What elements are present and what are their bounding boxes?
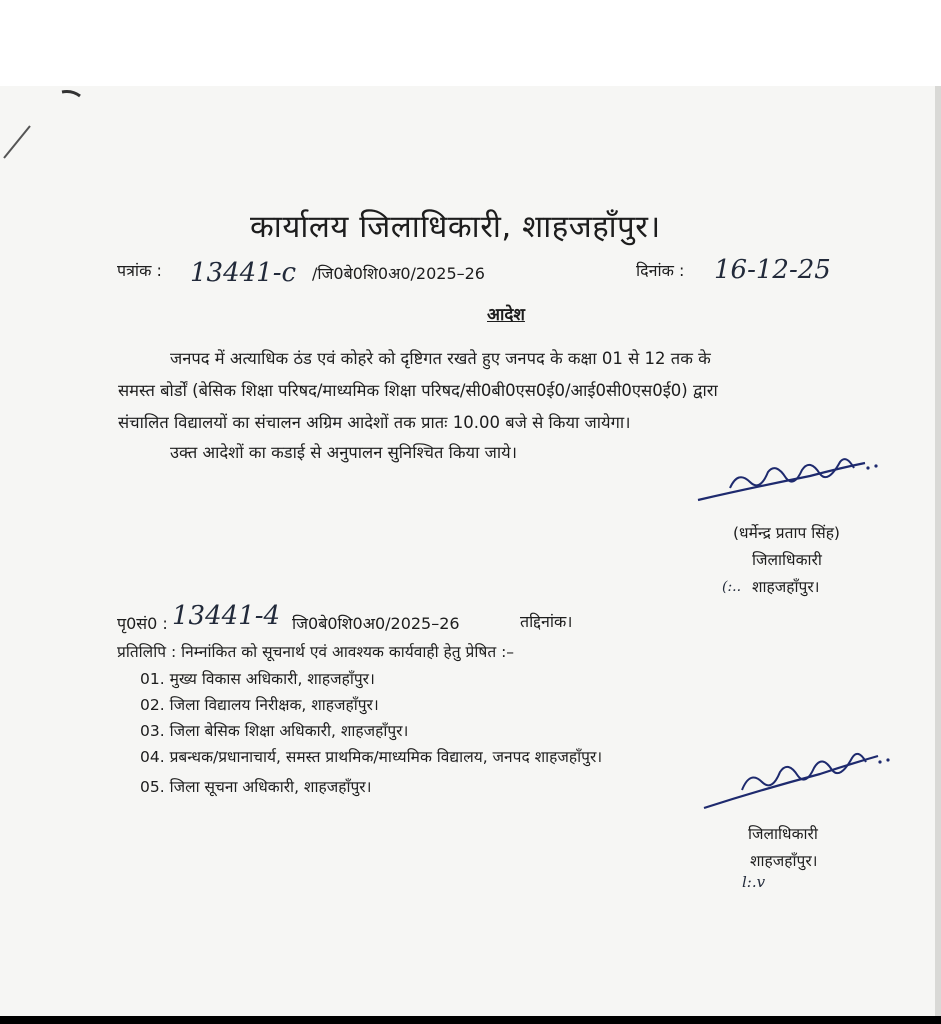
reference-label: पत्रांक : bbox=[117, 261, 162, 280]
staple-mark bbox=[0, 88, 90, 178]
signatory-2-designation: जिलाधिकारी bbox=[748, 825, 818, 843]
handwritten-date: 16-12-25 bbox=[714, 255, 831, 285]
order-heading: आदेश bbox=[487, 305, 525, 325]
copy-reference-label: पृ0सं0 : bbox=[117, 614, 168, 633]
copy-reference-suffix: जि0बे0शि0अ0/2025–26 bbox=[292, 614, 460, 633]
handwritten-copy-number: 13441-4 bbox=[172, 601, 281, 631]
copy-item-4: 04. प्रबन्धक/प्रधानाचार्य, समस्त प्राथमिक/माध्यमिक विद्यालय, जनपद शाहजहाँपुर। bbox=[140, 748, 603, 766]
handwritten-initial-1: (:.. bbox=[722, 579, 742, 595]
signature-1 bbox=[690, 448, 890, 518]
reference-suffix: /जि0बे0शि0अ0/2025–26 bbox=[312, 264, 485, 283]
order-line-3: संचालित विद्यालयों का संचालन अग्रिम आदेशों तक प्रातः 10.00 बजे से किया जायेगा। bbox=[118, 413, 631, 432]
handwritten-initial-2: l:.v bbox=[742, 873, 766, 891]
copy-date: तद्दिनांक। bbox=[520, 612, 573, 631]
signatory-name: (धर्मेन्द्र प्रताप सिंह) bbox=[733, 524, 840, 542]
handwritten-reference-number: 13441-c bbox=[190, 258, 297, 288]
order-line-1: जनपद में अत्याधिक ठंड एवं कोहरे को दृष्टिगत रखते हुए जनपद के कक्षा 01 से 12 तक के bbox=[170, 349, 711, 368]
copy-item-2: 02. जिला विद्यालय निरीक्षक, शाहजहाँपुर। bbox=[140, 696, 379, 714]
copy-item-5: 05. जिला सूचना अधिकारी, शाहजहाँपुर। bbox=[140, 778, 372, 796]
order-line-2: समस्त बोर्डों (बेसिक शिक्षा परिषद/माध्यमिक शिक्षा परिषद/सी0बी0एस0ई0/आई0सी0एस0ई0) द्वारा bbox=[118, 381, 718, 400]
bottom-border bbox=[0, 1016, 941, 1024]
order-line-4: उक्त आदेशों का कडाई से अनुपालन सुनिश्चित किया जाये। bbox=[170, 443, 517, 462]
page-edge-shadow bbox=[935, 86, 941, 1016]
signatory-2-place: शाहजहाँपुर। bbox=[750, 852, 818, 870]
copy-item-3: 03. जिला बेसिक शिक्षा अधिकारी, शाहजहाँपुर। bbox=[140, 722, 409, 740]
signatory-place: शाहजहाँपुर। bbox=[752, 578, 820, 596]
copy-item-1: 01. मुख्य विकास अधिकारी, शाहजहाँपुर। bbox=[140, 670, 375, 688]
date-label: दिनांक : bbox=[636, 261, 685, 280]
signature-2 bbox=[700, 738, 900, 813]
office-title: कार्यालय जिलाधिकारी, शाहजहाँपुर। bbox=[250, 209, 661, 245]
signatory-designation: जिलाधिकारी bbox=[752, 551, 822, 569]
copy-intro: प्रतिलिपि : निम्नांकित को सूचनार्थ एवं आवश्यक कार्यवाही हेतु प्रेषित :– bbox=[117, 643, 515, 661]
